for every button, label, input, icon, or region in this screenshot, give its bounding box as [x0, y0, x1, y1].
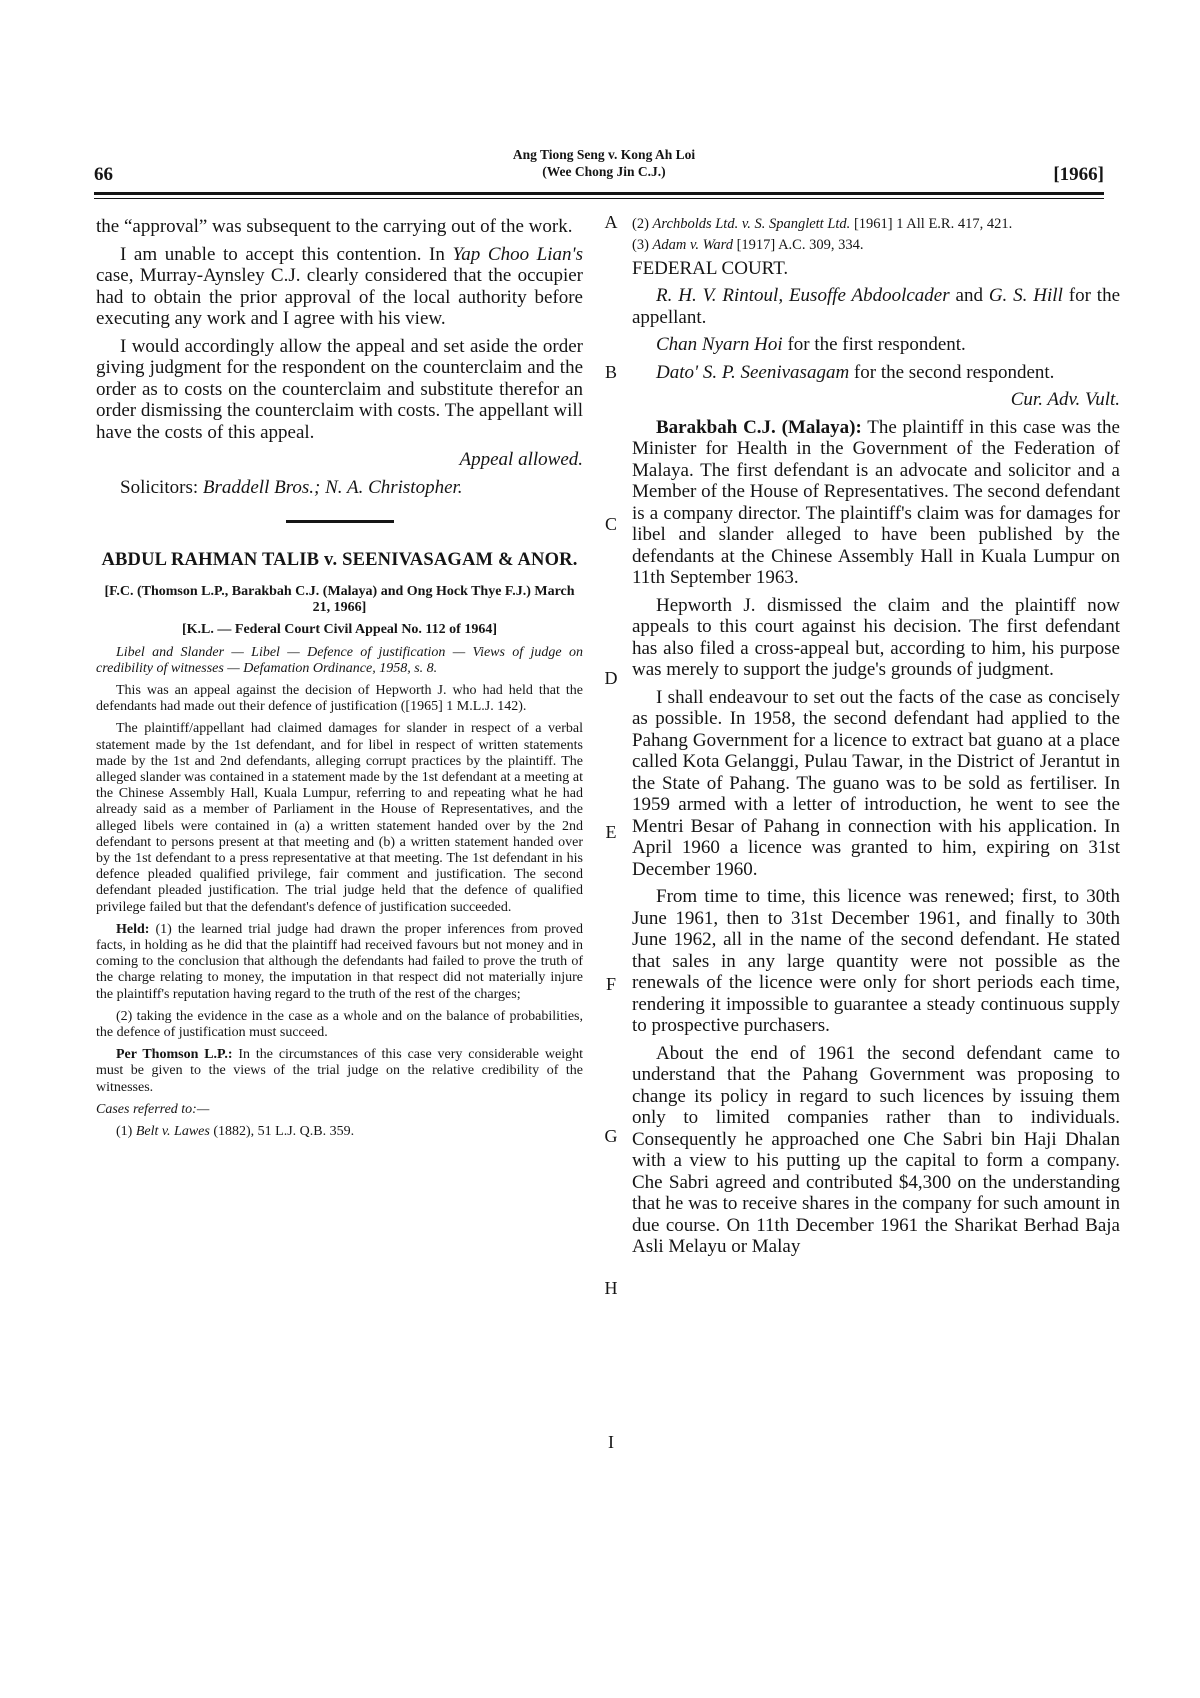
cases-heading: [96, 1102, 583, 1118]
cur-adv-vult: [632, 389, 1120, 411]
headnote-paragraph: The plaintiff/appellant had claimed damages for slander in respect of a verbal statement made by the 1st defendant, and for libel in respect of written statements made by the 1st and 2nd defendants, alleging corrupt practices by the plaintiff. The alleged slander was contained in a statement made by the 1st defendant at a meeting at the Chinese Assembly Hall, Kuala Lumpur, referring to and repeating what he had already said as a member of Parliament in the House of Representatives, and the alleged libels were contained in (a) a written statement handed over by the 2nd defendant to persons present at that meeting and (b) a written statement handed over by the 1st defendant to a press representative at that meeting. The 1st defendant in his defence pleaded qualified privilege, fair comment and justification. The second defendant pleaded justification. The trial judge held that the defence of qualified privilege failed but that the defendant's defence of justification succeeded.: [96, 721, 583, 915]
headnote-paragraph: This was an appeal against the decision of Hepworth J. who had held that the defendants had made out their defence of justification ([1965] 1 M.L.J. 142).: [96, 683, 583, 715]
counsel: [632, 285, 1120, 328]
margin-letter: D: [604, 668, 618, 688]
cur-adv-text: Cur. Adv. Vult.: [1010, 389, 1120, 410]
margin-letters: [600, 200, 622, 1680]
court-heading: FEDERAL COURT.: [632, 258, 789, 279]
judgment-paragraph: About the end of 1961 the second defendant came to understand that the Pahang Government was proposing to change its policy in regard to such licences by issuing them only to limited companies rather than to individuals. Consequently he approached one Che Sabri bin Haji Dhalan with a view to his putting up the capital to form a company. Che Sabri agreed and contributed $4,300 on the understanding that he was to receive shares in the company for such amount in due course. On 11th December 1961 the Sharikat Berhad Baja Asli Melayu or Malay: [632, 1042, 1120, 1257]
case-citation: (1882), 51 L.J. Q.B. 359.: [209, 1124, 355, 1140]
case-index: (3): [632, 237, 653, 253]
judge-name: Barakbah C.J. (Malaya):: [656, 416, 862, 438]
case-name: Belt v. Lawes: [135, 1124, 210, 1140]
text-run: and: [949, 285, 989, 306]
case-name: Archbolds Ltd. v. S. Spanglett Ltd.: [652, 216, 851, 232]
judgment-paragraph: [632, 417, 1120, 589]
cited-case: [96, 1124, 583, 1140]
counsel-name: Chan Nyarn Hoi: [656, 334, 783, 355]
judgment-paragraph: From time to time, this licence was renewed; first, to 30th June 1961, then to 31st December 1961, and finally to 30th June 1962, all in the name of the second defendant. He stated that sales in any large quantity were not possible as the renewals of the licence were only for short periods each time, rendering it impossible to guarantee a steady continuous supply to prospective purchasers.: [632, 886, 1120, 1036]
held-label: Held:: [116, 921, 150, 937]
case-title: ABDUL RAHMAN TALIB v. SEENIVASAGAM & ANOR.: [101, 550, 578, 570]
case-name: Yap Choo Lian's: [452, 243, 583, 265]
margin-letter: H: [604, 1278, 618, 1298]
margin-letter: I: [608, 1432, 614, 1452]
solicitors-label: Solicitors:: [120, 476, 203, 498]
counsel: [632, 362, 1120, 384]
margin-letter: F: [605, 974, 616, 994]
per-text: In the circumstances of this case very considerable weight must be given to the views of the trial judge on the relative credibility of the witnesses.: [96, 1047, 583, 1095]
paragraph: [96, 244, 583, 330]
paragraph: I would accordingly allow the appeal and set aside the order giving judgment for the respondent on the counterclaim and the order as to costs on the counterclaim and substitute therefor an order dismissing the counterclaim with costs. The appellant will have the costs of this appeal.: [96, 335, 583, 443]
judgment-paragraph: I shall endeavour to set out the facts of the case as concisely as possible. In 1958, the second defendant had applied to the Pahang Government for a licence to extract bat guano at a place called Kota Gelanggi, Pulau Tawar, in the District of Jerantut in the State of Pahang. The guano was to be sold as fertiliser. In 1959 armed with a letter of introduction, he went to see the Mentri Besar of Pahang in connection with his application. In April 1960 a licence was granted to him, expiring on 31st December 1960.: [632, 686, 1120, 880]
right-column: [632, 216, 1120, 1264]
held-paragraph: [96, 922, 583, 1003]
judgment-paragraph: Hepworth J. dismissed the claim and the plaintiff now appeals to this court against his decision. The first defendant has also filed a cross-appeal but, according to him, his purpose was merely to support the judge's grounds of judgment.: [632, 594, 1120, 680]
counsel-role: for the second respondent.: [849, 361, 1055, 383]
text-run: I am unable to accept this contention. In: [120, 243, 453, 265]
header-rule-thick: [94, 192, 1104, 195]
left-column: [96, 216, 583, 1146]
running-head-judge: (Wee Chong Jin C.J.): [542, 164, 666, 179]
case-name: Adam v. Ward: [652, 237, 733, 253]
margin-letter: C: [604, 514, 617, 534]
appeal-outcome: [96, 449, 583, 471]
cases-label: Cases referred to:—: [96, 1101, 210, 1117]
cited-case: [632, 237, 1120, 254]
cited-case: [632, 216, 1120, 233]
case-index: (2): [632, 216, 653, 232]
per-paragraph: [96, 1047, 583, 1096]
running-head: [474, 146, 734, 180]
judgment-text: The plaintiff in this case was the Minister for Health in the Government of the Federation of Malaya. The first defendant is an advocate and solicitor and a Member of the House of Representatives. The second defendant is a company director. The plaintiff's claim was for damages for libel and slander alleged to have been published by the defendants at the Chinese Assembly Hall in Kuala Lumpur on 11th September 1963.: [632, 416, 1120, 588]
per-label: Per Thomson L.P.:: [116, 1047, 233, 1063]
counsel: [632, 334, 1120, 356]
catchwords-text: Libel and Slander — Libel — Defence of justification — Views of judge on credibility of witnesses — Defamation Ordinance, 1958, s. 8.: [96, 644, 583, 676]
case-index: (1): [116, 1124, 136, 1140]
solicitors-names: Braddell Bros.; N. A. Christopher.: [202, 476, 463, 498]
case-separator: [286, 520, 394, 523]
held-text: (1) the learned trial judge had drawn the proper inferences from proved facts, in holding as he did that the plaintiff had received favours but not money and in coming to the conclusion that although the defendants had failed to prove the truth of the charge relating to money, the imputation in that respect did not materially injure the plaintiff's reputation having regard to the truth of the rest of the charges;: [96, 921, 583, 1002]
page-number: 66: [94, 164, 113, 185]
counsel-name: Dato' S. P. Seenivasagam: [656, 361, 850, 383]
margin-letter: A: [604, 212, 618, 232]
counsel-names: R. H. V. Rintoul, Eusoffe Abdoolcader: [656, 285, 950, 306]
counsel-name: G. S. Hill: [988, 285, 1063, 306]
held-paragraph: (2) taking the evidence in the case as a whole and on the balance of probabilities, the defence of justification must succeed.: [96, 1008, 583, 1041]
margin-letter: E: [605, 822, 617, 842]
counsel-role: for the appellant.: [632, 285, 1121, 328]
catchwords: [96, 645, 583, 677]
case-citation: [1961] 1 All E.R. 417, 421.: [850, 216, 1013, 232]
counsel-role: for the first respondent.: [782, 334, 966, 355]
running-head-case: Ang Tiong Seng v. Kong Ah Loi: [512, 147, 696, 162]
case-number: [K.L. — Federal Court Civil Appeal No. 112 of 1964]: [182, 622, 497, 638]
page-header: [94, 146, 1104, 192]
paragraph: the “approval” was subsequent to the carrying out of the work.: [96, 216, 573, 237]
header-rule-thin: [94, 198, 1104, 199]
solicitors: [96, 477, 583, 499]
report-year: [1966]: [1053, 164, 1104, 185]
margin-letter: G: [604, 1126, 618, 1146]
coram: [F.C. (Thomson L.P., Barakbah C.J. (Malaya) and Ong Hock Thye F.J.) March 21, 1966]: [104, 584, 575, 616]
outcome-text: Appeal allowed.: [459, 449, 583, 470]
text-run: case, Murray-Aynsley C.J. clearly considered that the occupier had to obtain the prior approval of the local authority before executing any work and I agree with his view.: [96, 265, 583, 329]
case-citation: [1917] A.C. 309, 334.: [732, 237, 864, 253]
margin-letter: B: [604, 362, 617, 382]
